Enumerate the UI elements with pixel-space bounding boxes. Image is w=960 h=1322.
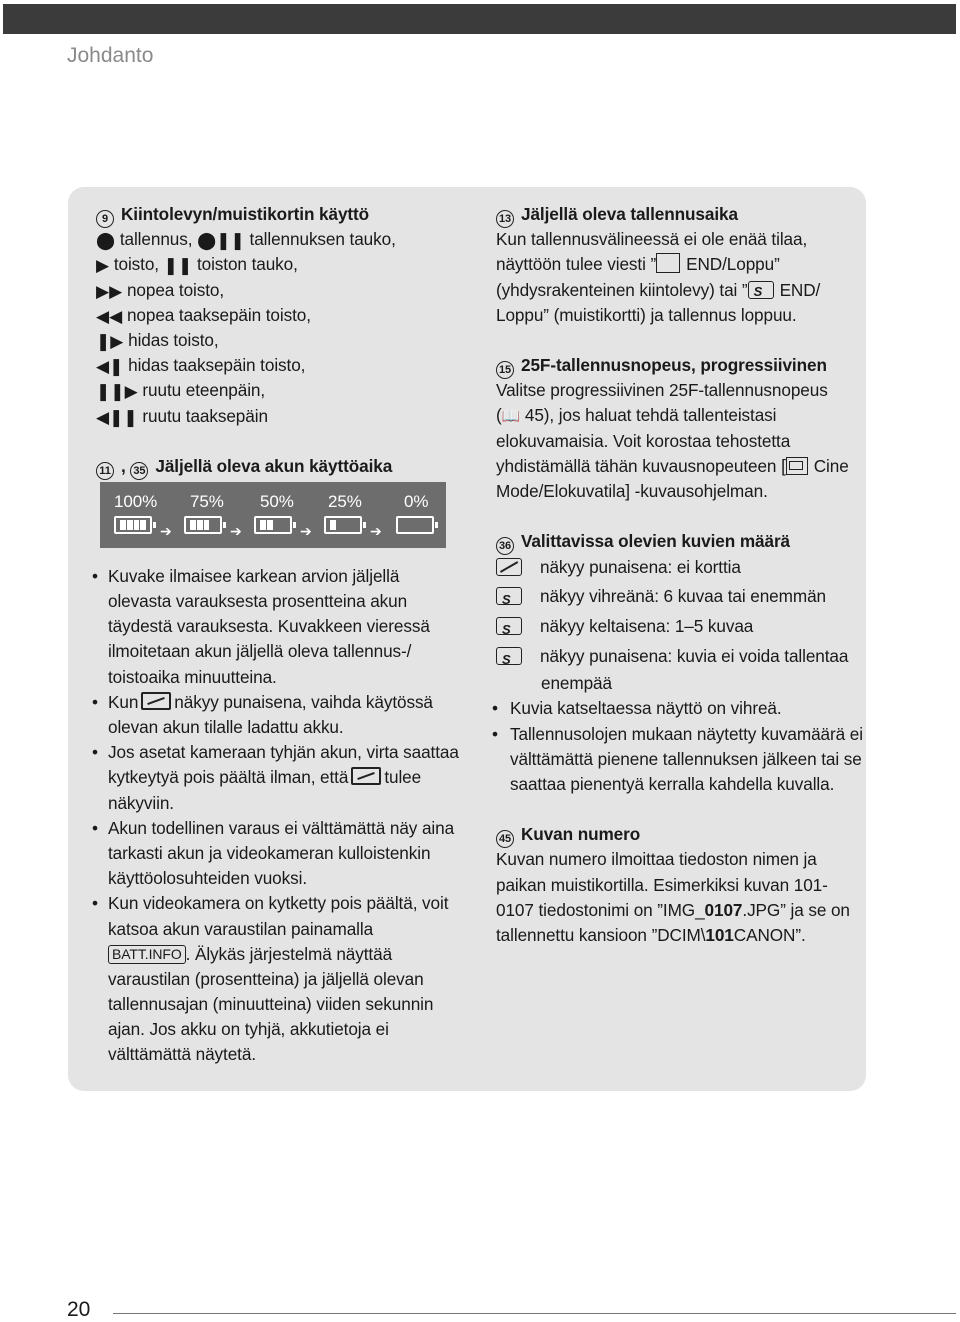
item-15-heading: [496, 353, 858, 378]
frame-reverse-icon: ◀❚❚: [96, 406, 138, 427]
battery-100-label: 100%: [114, 491, 158, 511]
battery-25-label: 25%: [328, 491, 362, 511]
battery-empty-icon: [141, 692, 171, 710]
body-text: enempää: [541, 673, 612, 694]
body-line: [496, 898, 858, 923]
item-9-heading: [96, 202, 468, 227]
record-pause-icon: ⬤❚❚: [197, 230, 245, 251]
item-45-title: Kuvan numero: [521, 824, 641, 845]
bullet-line: [96, 765, 468, 790]
body-text: tallennettu kansioon ”DCIM\: [496, 924, 706, 945]
cine-mode-icon: [786, 457, 808, 475]
memory-card-icon: [748, 281, 774, 299]
bullet-line: [96, 942, 468, 967]
item-13-heading: [496, 202, 858, 227]
bullet-text: • Kuvake ilmaisee karkean arvion jäljellä: [96, 564, 468, 589]
top-bar: [3, 4, 956, 34]
body-text: .JPG” ja se on: [742, 899, 850, 920]
left-column: [96, 202, 468, 1068]
body-line: [496, 454, 858, 479]
pause-label: toiston tauko,: [196, 254, 298, 275]
bullet-text: välttämättä pienene tallennuksen jälkeen tai se: [510, 748, 862, 769]
battery-75-label: 75%: [190, 491, 224, 511]
bullet-text: • Tallennusolojen mukaan näytetty kuvamäärä ei: [496, 722, 858, 747]
body-text: näkyy vihreänä: 6 kuvaa tai enemmän: [540, 586, 826, 607]
body-text: elokuvamaisia. Voit korostaa tehostetta: [496, 430, 791, 451]
body-text: Loppu” (muistikortti) ja tallennus loppuu.: [496, 304, 797, 325]
item-9-line: [96, 378, 468, 403]
card-status-item: [496, 581, 858, 611]
arrow-icon: ➔: [160, 522, 172, 539]
record-label: tallennus,: [119, 229, 193, 250]
battery-empty-icon: [396, 516, 434, 534]
item-11-heading: [96, 454, 468, 479]
play-icon: ▶: [96, 255, 110, 276]
item-35-number: 35: [130, 462, 148, 480]
frame-advance-icon: ❚❚▶: [96, 381, 138, 402]
batt-info-button-label: BATT.INFO: [108, 945, 186, 964]
item-9-line: [96, 278, 468, 303]
card-status-item: [496, 611, 858, 641]
arrow-icon: ➔: [300, 522, 312, 539]
battery-25-icon: [324, 516, 362, 534]
battery-full-icon: [114, 516, 152, 534]
body-text: näkyy punaisena: kuvia ei voida tallentaa: [540, 646, 849, 667]
pause-icon: ❚❚: [163, 255, 193, 276]
record-icon: ⬤: [96, 230, 116, 251]
bullet-text: • Kun videokamera on kytketty pois päältä, voit: [96, 891, 468, 916]
item-11-separator: ,: [121, 455, 126, 476]
body-text: näyttöön tulee viesti ”: [496, 254, 657, 275]
body-line: [496, 403, 858, 428]
bullet-text: näkyviin.: [108, 792, 174, 813]
bullet-text: Kun: [108, 691, 139, 712]
item-9-number: 9: [96, 210, 114, 228]
body-text: (yhdysrakenteinen kiintolevy) tai ”: [496, 279, 748, 300]
arrow-icon: ➔: [370, 522, 382, 539]
bullet-text: näkyy punaisena, vaihda käytössä: [174, 691, 433, 712]
battery-50-icon: [254, 516, 292, 534]
hard-drive-icon: [656, 253, 680, 273]
page-number: 20: [67, 1298, 91, 1321]
body-text-bold: 101: [705, 924, 734, 945]
item-36-heading: [496, 529, 858, 554]
item-13-title: Jäljellä oleva tallennusaika: [521, 204, 738, 224]
slow-reverse-icon: ◀❚: [96, 356, 124, 377]
battery-level-graphic: [100, 482, 446, 548]
bullet-text: . Älykäs järjestelmä näyttää: [185, 943, 393, 964]
section-title: Johdanto: [67, 44, 154, 67]
body-text: 0107 tiedostonimi on ”IMG_: [496, 899, 705, 920]
right-column: [496, 202, 863, 948]
bullet-text: katsoa akun varaustilan painamalla: [108, 918, 374, 939]
body-text: paikan muistikortilla. Esimerkiksi kuvan 101-: [496, 874, 828, 895]
item-15-title: 25F-tallennusnopeus, progressiivinen: [521, 354, 827, 375]
footer-rule: [113, 1313, 956, 1314]
item-9-line: [96, 404, 468, 429]
play-label: toisto,: [113, 254, 159, 275]
item-36-title: Valittavissa olevien kuvien määrä: [521, 531, 790, 552]
slow-reverse-label: hidas taaksepäin toisto,: [128, 355, 306, 376]
bullet-text: tulee: [384, 767, 422, 788]
bullet-text: • Akun todellinen varaus ei välttämättä näy aina: [96, 816, 468, 841]
bullet-text: käyttöolosuhteiden vuoksi.: [108, 868, 308, 889]
no-card-icon: [496, 558, 522, 576]
body-text: (: [496, 405, 502, 426]
bullet-text: ilmoitetaan akun jäljellä oleva tallennus-/: [108, 641, 412, 662]
item-9-line: [96, 227, 468, 252]
body-text: Kun tallennusvälineessä ei ole enää tilaa,: [496, 229, 808, 250]
item-13-number: 13: [496, 210, 514, 228]
frame-reverse-label: ruutu taaksepäin: [142, 405, 268, 426]
memory-card-icon: [496, 647, 522, 665]
item-11-title: Jäljellä oleva akun käyttöaika: [155, 455, 393, 476]
book-reference-icon: 📖: [501, 408, 521, 426]
memory-card-icon: [496, 617, 522, 635]
item-9-line: [96, 303, 468, 328]
fast-forward-label: nopea toisto,: [126, 279, 225, 300]
battery-50-label: 50%: [260, 491, 294, 511]
bullet-text: saattaa pienentyä kerralla kahdella kuvalla.: [510, 774, 835, 794]
body-text: Valitse progressiivinen 25F-tallennusnopeus: [496, 380, 828, 401]
item-9-line: [96, 252, 468, 277]
item-36-number: 36: [496, 537, 514, 555]
body-line: [496, 278, 858, 303]
bullet-text: varaustilan (prosentteina) ja jäljellä olevan: [108, 968, 424, 989]
memory-card-icon: [496, 587, 522, 605]
bullet-text: • Kuvia katseltaessa näyttö on vihreä.: [496, 696, 858, 721]
bullet-text: • Jos asetat kameraan tyhjän akun, virta saattaa: [96, 740, 468, 765]
bullet-text: toistoaika minuutteina.: [108, 666, 277, 687]
frame-advance-label: ruutu eteenpäin,: [142, 380, 266, 401]
item-45-heading: [496, 822, 858, 847]
body-line: [496, 252, 858, 277]
body-text-bold: 0107: [704, 899, 743, 920]
body-text: näkyy punaisena: ei korttia: [540, 557, 741, 578]
bullet-text: ajan. Jos akku on tyhjä, akkutietoja ei: [108, 1019, 389, 1040]
item-9-line: [96, 353, 468, 378]
body-text: 45), jos haluat tehdä tallenteistasi: [520, 405, 777, 426]
item-11-number: 11: [96, 462, 114, 480]
bullet-line: [96, 690, 468, 715]
bullet-text: kytkeytyä pois päältä ilman, että: [108, 767, 349, 788]
slow-forward-icon: ❚▶: [96, 330, 124, 351]
body-text: yhdistämällä tähän kuvausnopeuteen [: [496, 455, 786, 476]
item-15-number: 15: [496, 361, 514, 379]
body-text: END/Loppu”: [686, 254, 780, 275]
item-9-line: [96, 328, 468, 353]
bullet-text: tallennusajan (minuutteina) viiden sekunnin: [108, 994, 434, 1015]
bullet-text: olevan akun tilalle ladattu akku.: [108, 717, 344, 737]
slow-forward-label: hidas toisto,: [128, 329, 219, 350]
body-text: CANON”.: [733, 924, 806, 945]
battery-empty-icon: [351, 767, 381, 785]
item-9-title: Kiintolevyn/muistikortin käyttö: [121, 204, 370, 224]
fast-forward-icon: ▶▶: [96, 280, 123, 301]
body-text: näkyy keltaisena: 1–5 kuvaa: [540, 616, 754, 637]
bullet-text: täydestä varauksesta. Kuvakkeen vieressä: [108, 616, 430, 637]
fast-reverse-icon: ◀◀: [96, 305, 123, 326]
card-status-item: [496, 554, 858, 581]
battery-0-label: 0%: [404, 491, 429, 511]
bullet-text: tarkasti akun ja videokameran kulloistenkin: [108, 842, 431, 863]
battery-75-icon: [184, 516, 222, 534]
record-pause-label: tallennuksen tauko,: [249, 229, 396, 250]
body-text: Mode/Elokuvatila] -kuvausohjelman.: [496, 480, 768, 501]
item-45-number: 45: [496, 830, 514, 848]
body-text: Kuvan numero ilmoittaa tiedoston nimen ja: [496, 849, 817, 870]
card-status-item: [496, 641, 858, 671]
body-text: END/: [779, 279, 821, 300]
bullet-text: välttämättä näytetä.: [108, 1044, 256, 1065]
fast-reverse-label: nopea taaksepäin toisto,: [126, 304, 311, 325]
arrow-icon: ➔: [230, 522, 242, 539]
body-text: Cine: [813, 455, 849, 476]
bullet-text: olevasta varauksesta prosentteina akun: [108, 591, 408, 612]
body-line: [496, 923, 858, 948]
